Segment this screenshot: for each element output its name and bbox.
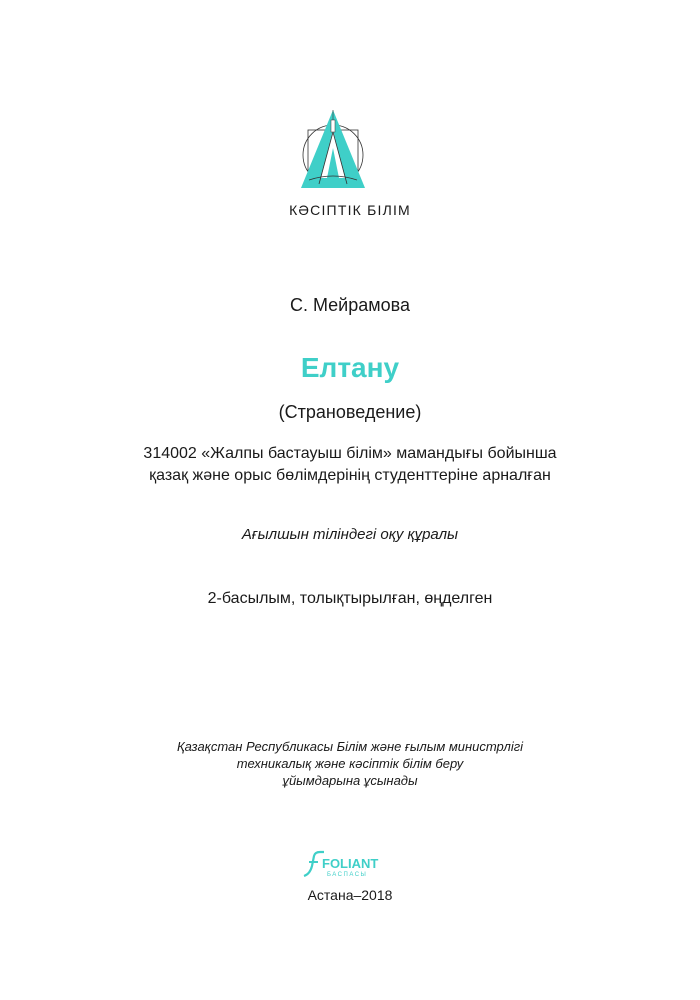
publisher-name: FOLIANT xyxy=(322,856,379,871)
publisher-sub: БАСПАСЫ xyxy=(327,872,368,878)
series-label: КӘСІПТІК БІЛІМ xyxy=(289,202,411,218)
publisher-series-logo xyxy=(299,108,367,190)
author-name: С. Мейрамова xyxy=(289,295,411,315)
book-type: Ағылшын тіліндегі оқу құралы xyxy=(241,526,459,543)
recommendation-line: Қазақстан Республикасы Білім және ғылым министрлігі xyxy=(176,739,524,754)
book-title: Елтану xyxy=(300,352,400,383)
description-line: 314002 «Жалпы бастауыш білім» мамандығы бойынша xyxy=(143,445,557,462)
book-description xyxy=(0,443,700,487)
city-year: Астана–2018 xyxy=(307,887,393,903)
recommendation-line: техникалық және кәсіптік білім беру xyxy=(236,756,464,771)
ministry-recommendation xyxy=(0,738,700,789)
foliant-logo-icon xyxy=(300,848,380,880)
recommendation-line: ұйымдарына ұсынады xyxy=(282,773,418,788)
book-subtitle: (Страноведение) xyxy=(278,402,422,422)
edition-info: 2-басылым, толықтырылған, өңделген xyxy=(207,590,493,607)
compass-triangle-logo-icon xyxy=(299,108,367,190)
publisher-logo xyxy=(300,848,380,880)
description-line: қазақ және орыс бөлімдерінің студенттеріне арналған xyxy=(149,467,551,484)
